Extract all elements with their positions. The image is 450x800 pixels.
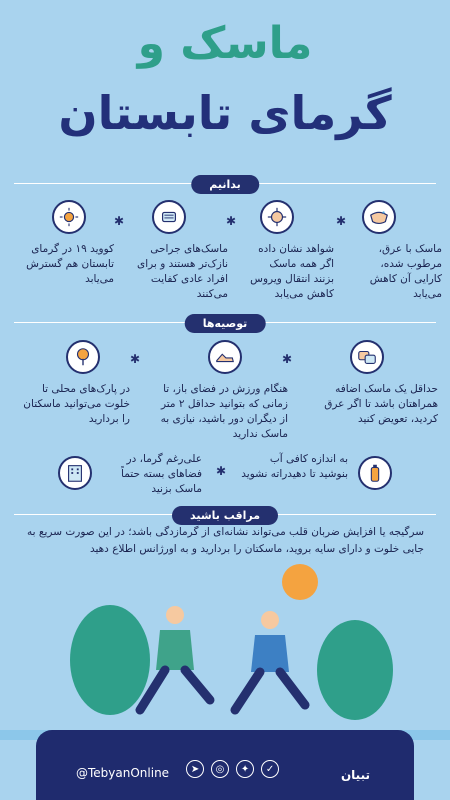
know-text-3: ماسک‌های جراحی نازک‌تر هستند و برای افراد عادی کفایت می‌کنند (137, 243, 228, 300)
footer-bar (36, 730, 414, 800)
runners-illustration (0, 560, 450, 740)
know-text-1: ماسک با عرق، مرطوب شده، کارایی آن کاهش می‌یابد (369, 243, 442, 300)
warning-text: سرگیجه یا افزایش ضربان قلب می‌تواند نشانه‌ای از گرمازدگی باشد؛ در این صورت سریع به جایی خلوت و دارای سایه بروید، ماسکتان را بردارید و به اورژانس اطلاع دهید (27, 526, 424, 555)
divider-star: ✱ (114, 214, 125, 228)
advice-text-4: به اندازه کافی آب بنوشید تا دهیدراته نشوید (241, 453, 348, 480)
advice-text-3: در پارک‌های محلی تا خلوت می‌توانید ماسکتان را بردارید (23, 383, 130, 425)
advice-text-1: حداقل یک ماسک اضافه همراهتان باشد تا اگر عرق کردید، تعویض کنید (324, 383, 438, 425)
check-icon[interactable]: ✓ (261, 760, 279, 778)
advice-text-2: هنگام ورزش در فضای باز، تا زمانی که بتوانید حداقل ۲ متر از دیگران دور باشید، نیازی به ماسک ندارید (160, 383, 288, 440)
telegram-icon[interactable]: ➤ (186, 760, 204, 778)
wet-mask-icon (362, 200, 396, 234)
building-icon (58, 456, 92, 490)
instagram-icon[interactable]: ◎ (211, 760, 229, 778)
divider-star: ✱ (336, 214, 347, 228)
divider-star: ✱ (282, 352, 293, 366)
divider-star: ✱ (216, 464, 227, 478)
surgical-mask-icon (152, 200, 186, 234)
know-text-2: شواهد نشان داده اگر همه ماسک بزنند انتقال ویروس کاهش می‌یابد (250, 243, 334, 300)
title-line2: گرمای تابستان (58, 86, 392, 140)
park-icon (66, 340, 100, 374)
running-shoe-icon (208, 340, 242, 374)
know-text-4: کووید ۱۹ در گرمای تابستان هم گسترش می‌یابد (26, 243, 114, 285)
social-handle[interactable]: @TebyanOnline (76, 766, 170, 780)
section-careful-label: مراقب باشید (172, 506, 278, 525)
virus-icon (260, 200, 294, 234)
twitter-icon[interactable]: ✦ (236, 760, 254, 778)
brand-logo: تبیان (340, 768, 370, 782)
masks-icon (350, 340, 384, 374)
divider-star: ✱ (226, 214, 237, 228)
section-advice-label: توصیه‌ها (185, 314, 266, 333)
water-bottle-icon (358, 456, 392, 490)
advice-text-5: علی‌رغم گرما، در فضاهای بسته حتماً ماسک بزنید (121, 453, 202, 495)
divider-star: ✱ (130, 352, 141, 366)
title-line1: ماسک و (137, 18, 313, 69)
sun-icon (52, 200, 86, 234)
section-know-label: بدانیم (191, 175, 259, 194)
